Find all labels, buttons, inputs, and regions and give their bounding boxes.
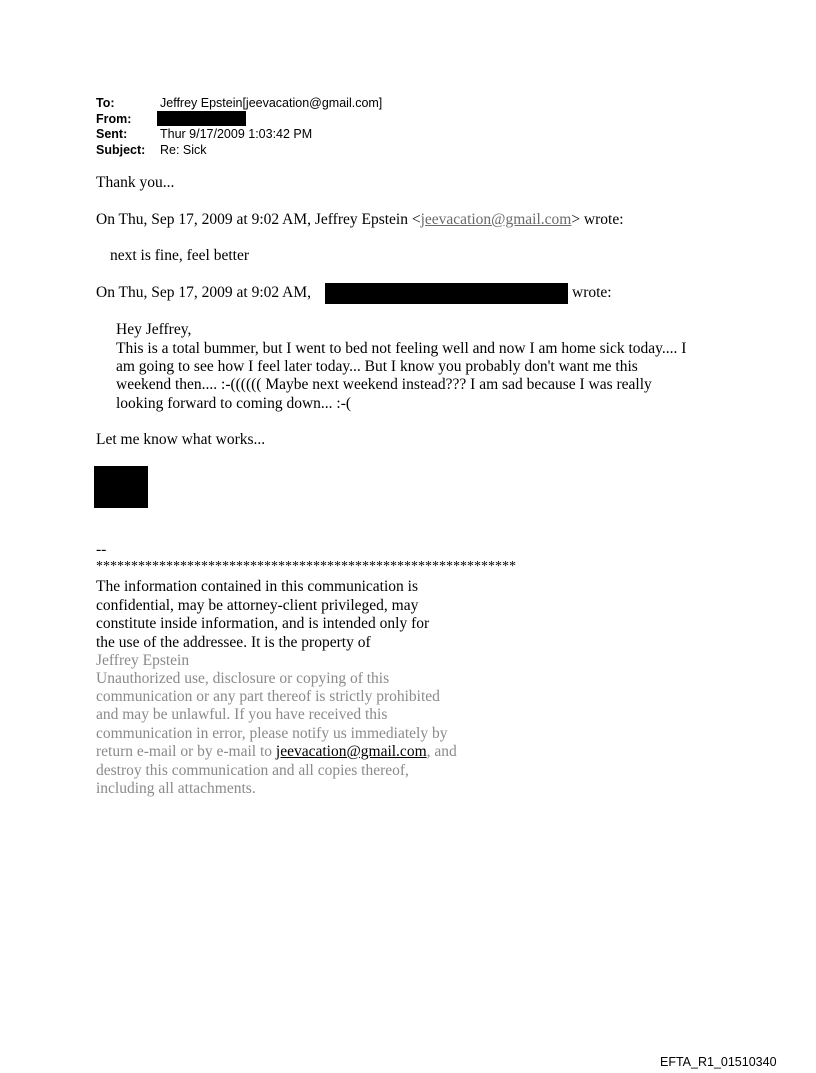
disclaimer-line: confidential, may be attorney-client privileged, may: [96, 597, 419, 614]
signature-redaction: [94, 466, 148, 508]
reply2-suffix: wrote:: [572, 284, 612, 301]
reply1-text: next is fine, feel better: [110, 247, 250, 264]
disclaimer-line: the use of the addressee. It is the property of: [96, 634, 371, 651]
subject-value: Re: Sick: [160, 143, 207, 157]
return-suffix: , and: [426, 743, 457, 760]
from-label: From:: [96, 112, 132, 126]
from-redaction: [157, 111, 246, 126]
reply1-prefix: On Thu, Sep 17, 2009 at 9:02 AM, Jeffrey Epstein <: [96, 211, 421, 228]
quote-line: Hey Jeffrey,: [116, 321, 192, 338]
sender-redaction: [325, 283, 568, 304]
disclaimer-gray-line: including all attachments.: [96, 780, 256, 797]
signature-stars: ************************************************************: [96, 559, 516, 574]
thanks-line: Thank you...: [96, 174, 175, 191]
disclaimer-email-link[interactable]: jeevacation@gmail.com: [275, 743, 427, 760]
quote-line: weekend then.... :-(((((( Maybe next weekend instead??? I am sad because I was really: [116, 376, 652, 393]
closing-line: Let me know what works...: [96, 431, 266, 448]
quote-line: This is a total bummer, but I went to bed not feeling well and now I am home sick today.... I: [116, 340, 687, 357]
disclaimer-line: The information contained in this communication is: [96, 578, 418, 595]
signature-dashes: --: [96, 541, 107, 558]
disclaimer-return-line: [96, 743, 457, 761]
quote-line: looking forward to coming down... :-(: [116, 395, 352, 412]
to-label: To:: [96, 96, 115, 110]
sent-value: Thur 9/17/2009 1:03:42 PM: [160, 127, 313, 141]
to-value: Jeffrey Epstein[jeevacation@gmail.com]: [160, 96, 383, 110]
reply1-suffix: > wrote:: [571, 211, 624, 228]
disclaimer-gray-line: Jeffrey Epstein: [96, 652, 190, 669]
sent-label: Sent:: [96, 127, 128, 141]
quote-line: am going to see how I feel later today... But I know you probably don't want me this: [116, 358, 638, 375]
disclaimer-gray-line: communication or any part thereof is strictly prohibited: [96, 688, 440, 705]
reply1-email-link[interactable]: jeevacation@gmail.com: [420, 211, 572, 228]
disclaimer-gray-line: and may be unlawful. If you have received this: [96, 706, 388, 723]
disclaimer-gray-line: Unauthorized use, disclosure or copying of this: [96, 670, 390, 687]
disclaimer-gray-line: communication in error, please notify us immediately by: [96, 725, 448, 742]
subject-label: Subject:: [96, 143, 146, 157]
reply2-prefix: On Thu, Sep 17, 2009 at 9:02 AM,: [96, 284, 311, 301]
document-id: EFTA_R1_01510340: [660, 1055, 777, 1069]
return-prefix: return e-mail or by e-mail to: [96, 743, 276, 760]
disclaimer-line: constitute inside information, and is intended only for: [96, 615, 430, 632]
disclaimer-gray-line: destroy this communication and all copies thereof,: [96, 762, 409, 779]
reply1-attribution: [96, 211, 624, 229]
